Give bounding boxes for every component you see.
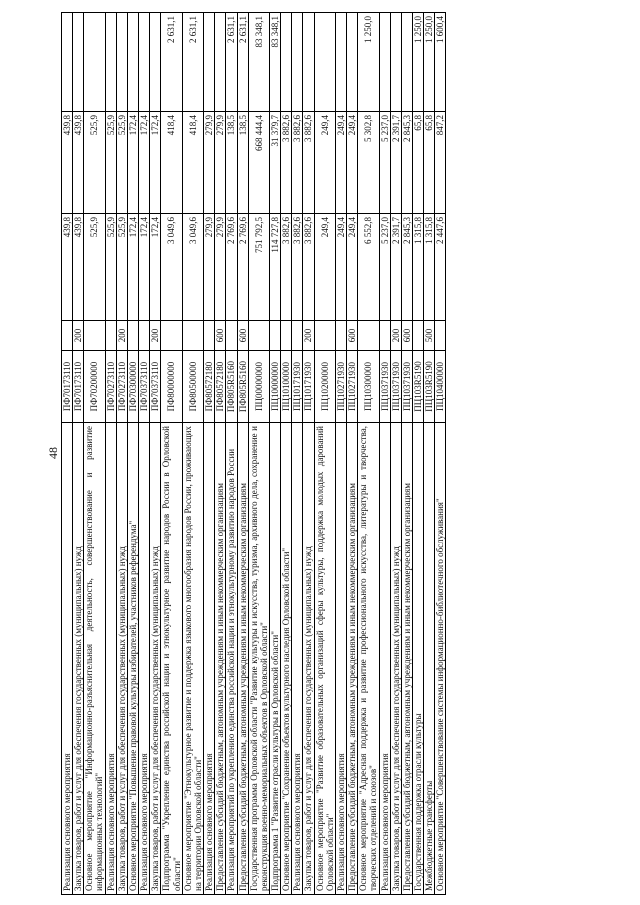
row-code-cell: ПЦ00000000 [248, 351, 269, 423]
budget-table [61, 12, 446, 895]
row-federal-funds-cell [215, 13, 226, 112]
row-federal-funds-cell [105, 13, 116, 112]
row-total-cell: 279,9 [204, 214, 215, 321]
rotated-page-content [61, 13, 578, 895]
row-expense-type-cell [161, 321, 182, 351]
row-federal-funds-cell [116, 13, 127, 112]
row-expense-type-cell [226, 321, 237, 351]
row-regional-funds-cell: 31 379,7 [269, 112, 280, 214]
table-row [226, 13, 237, 895]
row-total-cell: 439,8 [73, 214, 84, 321]
row-regional-funds-cell: 847,2 [435, 112, 446, 214]
row-name-cell: Предоставление субсидий бюджетным, автономным учреждениям и иным некоммерческим организациям [401, 423, 412, 895]
table-row [237, 13, 248, 895]
table-row [292, 13, 303, 895]
table-row [347, 13, 358, 895]
row-total-cell: 249,4 [347, 214, 358, 321]
row-name-cell: Предоставление субсидий бюджетным, автономным учреждениям и иным некоммерческим организациям [237, 423, 248, 895]
row-regional-funds-cell: 5 302,8 [358, 112, 379, 214]
table-row [401, 13, 412, 895]
row-name-cell: Реализация основного мероприятия [105, 423, 116, 895]
row-total-cell: 3 882,6 [292, 214, 303, 321]
row-total-cell: 3 882,6 [281, 214, 292, 321]
row-total-cell: 3 049,6 [182, 214, 203, 321]
row-total-cell: 1 315,8 [413, 214, 424, 321]
row-total-cell: 525,9 [116, 214, 127, 321]
row-name-cell: Основное мероприятие "Развитие образовательных организаций сферы культуры, поддержка молодых дарований Орловской области" [314, 423, 335, 895]
row-code-cell: ПЦ10000000 [269, 351, 280, 423]
row-regional-funds-cell: 279,9 [204, 112, 215, 214]
row-code-cell: ПФ805R5160 [237, 351, 248, 423]
row-name-cell: Основное мероприятие "Повышение правовой культуры избирателей, участников референдума" [127, 423, 138, 895]
row-federal-funds-cell: 2 631,1 [237, 13, 248, 112]
row-total-cell: 249,4 [314, 214, 335, 321]
table-row [150, 13, 161, 895]
row-total-cell: 172,4 [127, 214, 138, 321]
row-federal-funds-cell: 2 631,1 [226, 13, 237, 112]
row-federal-funds-cell [303, 13, 314, 112]
row-expense-type-cell [127, 321, 138, 351]
row-regional-funds-cell: 525,9 [105, 112, 116, 214]
table-row [215, 13, 226, 895]
table-row [281, 13, 292, 895]
row-federal-funds-cell [379, 13, 390, 112]
table-row [127, 13, 138, 895]
row-regional-funds-cell: 439,8 [62, 112, 73, 214]
row-name-cell: Реализация основного мероприятия [204, 423, 215, 895]
row-name-cell: Закупка товаров, работ и услуг для обеспечения государственных (муниципальных) нужд [303, 423, 314, 895]
row-regional-funds-cell: 418,4 [182, 112, 203, 214]
row-federal-funds-cell [127, 13, 138, 112]
row-federal-funds-cell: 2 631,1 [182, 13, 203, 112]
row-name-cell: Реализация мероприятий по укреплению единства российской нации и этнокультурному развитию народов России [226, 423, 237, 895]
table-row [390, 13, 401, 895]
row-regional-funds-cell: 172,4 [150, 112, 161, 214]
row-name-cell: Реализация основного мероприятия [139, 423, 150, 895]
row-expense-type-cell [292, 321, 303, 351]
row-code-cell: ПФ70373110 [150, 351, 161, 423]
budget-table-body [62, 13, 446, 895]
table-row [182, 13, 203, 895]
row-total-cell: 3 049,6 [161, 214, 182, 321]
row-code-cell: ПФ80500000 [182, 351, 203, 423]
row-name-cell: Закупка товаров, работ и услуг для обеспечения государственных (муниципальных) нужд [73, 423, 84, 895]
table-row [358, 13, 379, 895]
row-regional-funds-cell: 172,4 [127, 112, 138, 214]
row-expense-type-cell [435, 321, 446, 351]
row-federal-funds-cell [335, 13, 346, 112]
row-federal-funds-cell: 1 250,0 [358, 13, 379, 112]
row-regional-funds-cell: 138,5 [226, 112, 237, 214]
row-code-cell: ПФ805R5160 [226, 351, 237, 423]
row-federal-funds-cell: 83 348,1 [269, 13, 280, 112]
row-expense-type-cell: 200 [303, 321, 314, 351]
row-code-cell: ПЦ10371930 [390, 351, 401, 423]
row-expense-type-cell: 200 [390, 321, 401, 351]
row-name-cell: Основное мероприятие "Информационно-разъяснительная деятельность, совершенствование и развитие информационных технологий" [84, 423, 105, 895]
row-regional-funds-cell: 65,8 [413, 112, 424, 214]
row-name-cell: Основное мероприятие "Этнокультурное развитие и поддержка языкового многообразия народов России, проживающих на территории Орловской области" [182, 423, 203, 895]
row-name-cell: Предоставление субсидий бюджетным, автономным учреждениям и иным некоммерческим организациям [215, 423, 226, 895]
table-row [62, 13, 73, 895]
row-regional-funds-cell: 65,8 [424, 112, 435, 214]
table-row [116, 13, 127, 895]
row-expense-type-cell [182, 321, 203, 351]
row-total-cell: 525,9 [105, 214, 116, 321]
row-federal-funds-cell [401, 13, 412, 112]
row-total-cell: 2 845,3 [401, 214, 412, 321]
row-code-cell: ПЦ10200000 [314, 351, 335, 423]
row-code-cell: ПФ70173110 [73, 351, 84, 423]
row-code-cell: ПФ70273110 [105, 351, 116, 423]
row-name-cell: Реализация основного мероприятия [335, 423, 346, 895]
row-name-cell: Подпрограмма 1 "Развитие отрасли культуры в Орловской области" [269, 423, 280, 895]
row-code-cell: ПФ80572180 [215, 351, 226, 423]
row-expense-type-cell [62, 321, 73, 351]
row-code-cell: ПФ80572180 [204, 351, 215, 423]
row-federal-funds-cell [390, 13, 401, 112]
row-name-cell: Государственная поддержка отрасли культуры [413, 423, 424, 895]
row-regional-funds-cell: 525,9 [116, 112, 127, 214]
row-federal-funds-cell [204, 13, 215, 112]
row-federal-funds-cell [281, 13, 292, 112]
table-row [84, 13, 105, 895]
row-expense-type-cell: 200 [73, 321, 84, 351]
row-regional-funds-cell: 3 882,6 [303, 112, 314, 214]
row-total-cell: 3 882,6 [303, 214, 314, 321]
row-regional-funds-cell: 439,8 [73, 112, 84, 214]
row-name-cell: Подпрограмма "Укрепление единства российской нации и этнокультурное развитие народов России в Орловской области" [161, 423, 182, 895]
row-federal-funds-cell [347, 13, 358, 112]
row-expense-type-cell: 500 [424, 321, 435, 351]
row-code-cell: ПЦ10371930 [379, 351, 390, 423]
row-code-cell: ПЦ10271930 [347, 351, 358, 423]
row-expense-type-cell [204, 321, 215, 351]
row-total-cell: 2 391,7 [390, 214, 401, 321]
table-row [335, 13, 346, 895]
row-regional-funds-cell: 5 237,0 [379, 112, 390, 214]
row-federal-funds-cell [84, 13, 105, 112]
row-expense-type-cell: 600 [237, 321, 248, 351]
table-row [139, 13, 150, 895]
row-total-cell: 2 769,6 [237, 214, 248, 321]
row-code-cell: ПЦ10400000 [435, 351, 446, 423]
row-regional-funds-cell: 249,4 [347, 112, 358, 214]
table-row [379, 13, 390, 895]
row-name-cell: Реализация основного мероприятия [62, 423, 73, 895]
row-federal-funds-cell [73, 13, 84, 112]
row-federal-funds-cell: 83 348,1 [248, 13, 269, 112]
row-regional-funds-cell: 138,5 [237, 112, 248, 214]
row-expense-type-cell [314, 321, 335, 351]
row-expense-type-cell: 600 [215, 321, 226, 351]
table-row [413, 13, 424, 895]
row-regional-funds-cell: 249,4 [335, 112, 346, 214]
row-name-cell: Государственная программа Орловской области "Развитие культуры и искусства, туризма, архивного дела, сохранение и реконструкция военно-мемориальных объектов в Орловской области" [248, 423, 269, 895]
table-row [204, 13, 215, 895]
table-row [73, 13, 84, 895]
row-federal-funds-cell [314, 13, 335, 112]
row-expense-type-cell [379, 321, 390, 351]
row-total-cell: 525,9 [84, 214, 105, 321]
row-federal-funds-cell [292, 13, 303, 112]
row-code-cell: ПФ70373110 [139, 351, 150, 423]
row-code-cell: ПЦ103R5190 [413, 351, 424, 423]
row-code-cell: ПФ70173110 [62, 351, 73, 423]
row-expense-type-cell [105, 321, 116, 351]
row-federal-funds-cell: 1 250,0 [413, 13, 424, 112]
row-expense-type-cell: 200 [116, 321, 127, 351]
row-expense-type-cell [84, 321, 105, 351]
row-regional-funds-cell: 2 391,7 [390, 112, 401, 214]
row-expense-type-cell [281, 321, 292, 351]
table-row [161, 13, 182, 895]
row-total-cell: 114 727,8 [269, 214, 280, 321]
row-total-cell: 172,4 [150, 214, 161, 321]
row-name-cell: Реализация основного мероприятия [379, 423, 390, 895]
row-name-cell: Закупка товаров, работ и услуг для обеспечения государственных (муниципальных) нужд [150, 423, 161, 895]
row-total-cell: 2 447,6 [435, 214, 446, 321]
row-regional-funds-cell: 279,9 [215, 112, 226, 214]
row-expense-type-cell [139, 321, 150, 351]
row-code-cell: ПФ80000000 [161, 351, 182, 423]
row-code-cell: ПФ70200000 [84, 351, 105, 423]
table-row [303, 13, 314, 895]
row-code-cell: ПЦ10371930 [401, 351, 412, 423]
table-row [269, 13, 280, 895]
row-expense-type-cell: 600 [347, 321, 358, 351]
row-total-cell: 249,4 [335, 214, 346, 321]
row-regional-funds-cell: 249,4 [314, 112, 335, 214]
row-total-cell: 1 315,8 [424, 214, 435, 321]
row-code-cell: ПЦ10171930 [303, 351, 314, 423]
table-row [314, 13, 335, 895]
row-code-cell: ПЦ10100000 [281, 351, 292, 423]
row-federal-funds-cell: 1 250,0 [424, 13, 435, 112]
row-expense-type-cell [248, 321, 269, 351]
row-name-cell: Основное мероприятие "Сохранение объектов культурного наследия Орловской области" [281, 423, 292, 895]
row-expense-type-cell [358, 321, 379, 351]
row-regional-funds-cell: 172,4 [139, 112, 150, 214]
row-federal-funds-cell [139, 13, 150, 112]
page-number: 48 [46, 447, 60, 459]
row-total-cell: 751 792,5 [248, 214, 269, 321]
row-code-cell: ПФ70300000 [127, 351, 138, 423]
row-regional-funds-cell: 418,4 [161, 112, 182, 214]
row-total-cell: 279,9 [215, 214, 226, 321]
row-code-cell: ПФ70273110 [116, 351, 127, 423]
row-federal-funds-cell [150, 13, 161, 112]
row-code-cell: ПЦ10171930 [292, 351, 303, 423]
row-regional-funds-cell: 668 444,4 [248, 112, 269, 214]
row-total-cell: 439,8 [62, 214, 73, 321]
table-row [435, 13, 446, 895]
row-total-cell: 6 552,8 [358, 214, 379, 321]
table-row [424, 13, 435, 895]
row-name-cell: Реализация основного мероприятия [292, 423, 303, 895]
row-federal-funds-cell: 1 600,4 [435, 13, 446, 112]
row-expense-type-cell: 600 [401, 321, 412, 351]
row-regional-funds-cell: 525,9 [84, 112, 105, 214]
row-total-cell: 172,4 [139, 214, 150, 321]
row-name-cell: Предоставление субсидий бюджетным, автономным учреждениям и иным некоммерческим организациям [347, 423, 358, 895]
row-name-cell: Закупка товаров, работ и услуг для обеспечения государственных (муниципальных) нужд [390, 423, 401, 895]
row-regional-funds-cell: 2 845,3 [401, 112, 412, 214]
row-code-cell: ПЦ10300000 [358, 351, 379, 423]
table-row [248, 13, 269, 895]
row-total-cell: 5 237,0 [379, 214, 390, 321]
row-expense-type-cell [335, 321, 346, 351]
row-expense-type-cell: 200 [150, 321, 161, 351]
row-federal-funds-cell [62, 13, 73, 112]
row-code-cell: ПЦ10271930 [335, 351, 346, 423]
row-regional-funds-cell: 3 882,6 [281, 112, 292, 214]
row-name-cell: Основное мероприятие "Совершенствование системы информационно-библиотечного обслуживания" [435, 423, 446, 895]
row-regional-funds-cell: 3 882,6 [292, 112, 303, 214]
row-name-cell: Основное мероприятие "Адресная поддержка и развитие профессионального искусства, литературы и творчества, творческих отделений и союзов" [358, 423, 379, 895]
row-code-cell: ПЦ103R5190 [424, 351, 435, 423]
row-federal-funds-cell: 2 631,1 [161, 13, 182, 112]
row-total-cell: 2 769,6 [226, 214, 237, 321]
row-expense-type-cell [413, 321, 424, 351]
row-name-cell: Межбюджетные трансферты [424, 423, 435, 895]
table-row [105, 13, 116, 895]
row-name-cell: Закупка товаров, работ и услуг для обеспечения государственных (муниципальных) нужд [116, 423, 127, 895]
row-expense-type-cell [269, 321, 280, 351]
